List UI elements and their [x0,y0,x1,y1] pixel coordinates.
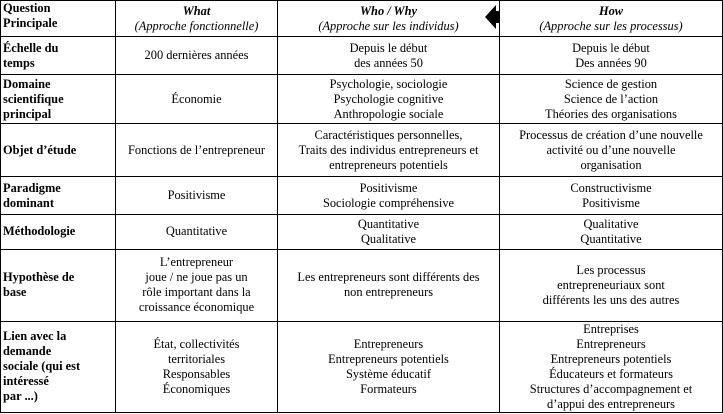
cell-who [278,215,500,249]
table-row [1,215,723,249]
cell-line: Structures d’accompagnement et [529,381,693,396]
header-row [1,1,723,37]
cell-who [278,177,500,215]
cell-line: rôle important dans la [142,285,251,300]
row-label [1,321,116,412]
cell-line: L’entrepreneur [159,255,234,270]
cell-line: Hypothèse de [3,270,75,285]
cell-line: Positivisme [359,180,418,195]
cell-line: par ...) [3,389,38,404]
cell-line: intéressé [3,374,49,389]
cell-line: entrepreneurs potentiels [329,157,448,172]
cell-how [500,215,723,249]
cell-who [278,37,500,75]
row-label [1,124,116,177]
cell-line: entrepreneuriaux sont [557,277,665,292]
row-label [1,75,116,124]
row-label [1,37,116,75]
cell-line: Processus de création d’une nouvelle [519,127,703,142]
cell-what [116,177,278,215]
cell-line: Depuis le début [349,40,428,55]
cell-line: Positivisme [582,195,640,210]
header-what: What (Approche fonctionnelle) [116,1,278,37]
cell-how [500,124,723,177]
cell-line: Responsables [162,366,231,381]
cell-line: principal [3,106,52,121]
cell-line: Qualitative [360,231,417,246]
cell-line: Économiques [162,381,231,396]
table-row [1,249,723,321]
cell-how [500,177,723,215]
cell-line: Constructivisme [570,180,652,195]
cell-line: Domaine [3,76,51,91]
cell-line: Entrepreneurs [576,336,646,351]
cell-line: État, collectivités [153,336,240,351]
table-body [1,37,723,413]
cell-line: Entreprises [583,321,639,336]
cell-what [116,215,278,249]
cell-who [278,75,500,124]
cell-line: sociale (qui est [3,359,81,374]
cell-line: base [3,285,27,300]
cell-line: Échelle du [3,40,59,55]
cell-what [116,37,278,75]
table-row [1,75,723,124]
cell-line: Formateurs [360,381,417,396]
cell-line: territoriales [167,351,226,366]
row-label [1,177,116,215]
cell-line: des années 50 [354,55,423,70]
cell-line: demande [3,344,52,359]
cell-line: différents les uns des autres [542,292,680,307]
cell-line: croissance économique [138,300,255,315]
cell-who [278,124,500,177]
cell-line: non entrepreneurs [343,285,434,300]
cell-line: Lien avec la [3,329,67,344]
cell-line: Quantitative [357,216,420,231]
table-row [1,177,723,215]
row-label [1,249,116,321]
cell-line: Entrepreneurs potentiels [328,351,449,366]
cell-line: Science de l’action [563,91,659,106]
cell-what [116,124,278,177]
cell-line: Positivisme [167,188,226,203]
header-how: How (Approche sur les processus) [500,1,723,37]
table-row [1,37,723,75]
cell-who [278,249,500,321]
table-row [1,124,723,177]
cell-line: Anthropologie sociale [333,106,444,121]
cell-line: Depuis le début [572,40,650,55]
cell-line: Des années 90 [575,55,647,70]
cell-line: dominant [3,195,54,210]
cell-line: Quantitative [580,231,642,246]
cell-line: Quantitative [165,224,228,239]
cell-line: Les processus [576,262,646,277]
cell-line: d’appui des entrepreneurs [547,396,675,411]
cell-line: Paradigme [3,180,61,195]
cell-line: Psychologie cognitive [333,91,444,106]
cell-line: Psychologie, sociologie [329,76,448,91]
cell-line: Système éducatif [346,366,431,381]
cell-line: activité ou d’une nouvelle [546,142,676,157]
cell-line: Science de gestion [564,76,658,91]
table-row [1,321,723,412]
cell-line: Qualitative [583,216,639,231]
cell-how [500,321,723,412]
cell-line: Caractéristiques personnelles, [314,127,463,142]
cell-line: Éducateurs et formateurs [549,366,673,381]
cell-line: Économie [171,91,222,106]
cell-line: Sociologie compréhensive [322,195,455,210]
header-who: Who / Why (Approche sur les individus) [278,1,500,37]
cell-line: scientifique [3,91,64,106]
cell-line: Méthodologie [3,224,76,239]
cell-line: joue / ne joue pas un [145,270,248,285]
cell-how [500,249,723,321]
double-arrow-icon [485,3,500,31]
cell-line: Entrepreneurs potentiels [550,351,672,366]
cell-line: Fonctions de l’entrepreneur [128,142,265,157]
cell-what [116,249,278,321]
header-corner: Question Principale [1,1,116,37]
cell-line: temps [3,55,35,70]
cell-who [278,321,500,412]
cell-line: Traits des individus entrepreneurs et [298,142,479,157]
cell-line: organisation [580,157,642,172]
cell-what [116,75,278,124]
cell-line: Objet d’étude [3,142,77,157]
row-label [1,215,116,249]
cell-line: 200 dernières années [144,48,249,63]
cell-how [500,75,723,124]
cell-line: Théories des organisations [545,106,677,121]
cell-line: Les entrepreneurs sont différents des [297,270,480,285]
cell-how [500,37,723,75]
cell-line: Entrepreneurs [353,336,424,351]
cell-what [116,321,278,412]
